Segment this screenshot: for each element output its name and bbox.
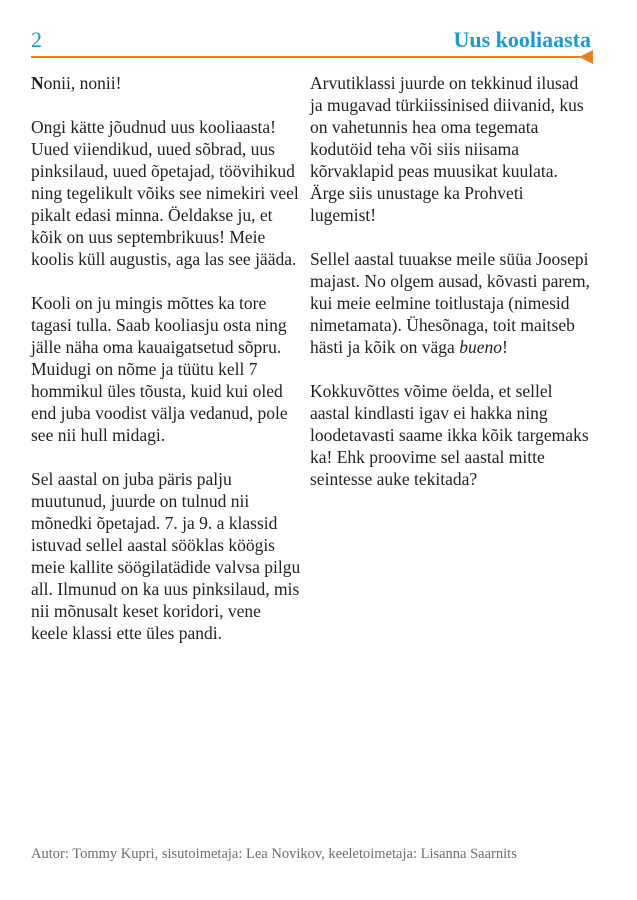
page-number: 2 [31,27,42,52]
greeting [31,72,301,94]
greeting-rest: onii, nonii! [43,73,122,93]
section-title: Uus kooliaasta [453,27,591,52]
article-paragraph: Arvutiklassi juurde on tekkinud ilusad ja mugavad türkiissinised diivanid, kus on vahetunnis hea oma tegemata kodutöid teha või siis niisama kõrvaklapid peas muusikat kuulata. Ärge siis unustage ka Prohveti lugemist! [310,73,584,225]
article-paragraph: Kooli on ju mingis mõttes ka tore tagasi tulla. Saab kooliasju osta ning jälle näha oma kauaigatsetud sõpru. Muidugi on nõme ja tüütu kell 7 hommikul üles tõusta, kuid kui oled end juba voodist välja vedanud, pole see nii hull midagi. [31,293,288,445]
food-text-end: ! [501,337,508,357]
header-rule [31,56,581,58]
article-paragraph: Sel aastal on juba päris palju muutunud, juurde on tulnud nii mõnedki õpetajad. 7. ja 9. a klassid istuvad sellel aastal sööklas köögis meie kallite söögilatädide valvsa pilgu all. Ilmunud on ka uus pinksilaud, mis nii mõnusalt keset koridori, vene keele klassi ette üles pandi. [31,469,301,643]
article-right-column [310,72,590,512]
food-text: Sellel aastal tuuakse meile süüa Joosepi majast. No olgem ausad, kõvasti parem, kui meie eelmine toitlustaja (nimesid nimetamata). Ühesõnaga, toit maitseb hästi ja kõik on väga [310,249,590,357]
article-paragraph: Kokkuvõttes võime öelda, et sellel aastal kindlasti igav ei hakka ning loodetavasti saame ikka kõik targemaks ka! Ehk proovime sel aastal mitte seintesse auke tekitada? [310,381,589,489]
article-paragraph: Ongi kätte jõudnud uus kooliaasta! Uued viiendikud, uued sõbrad, uus pinksilaud, uued õpetajad, töövihikud ning tegelikult võiks see nimekiri veel pikalt edasi minna. Öeldakse ju, et kõik on uus septembrikuus! Meie koolis küll augustis, aga las see jääda. [31,117,299,269]
food-italic-word: bueno [459,337,502,357]
header-arrow-icon [579,50,593,64]
article-left-column [31,72,301,666]
footer-credits: Autor: Tommy Kupri, sisutoimetaja: Lea Novikov, keeletoimetaja: Lisanna Saarnits [31,846,517,862]
greeting-initial: N [31,73,44,93]
article-paragraph-food [310,248,590,358]
